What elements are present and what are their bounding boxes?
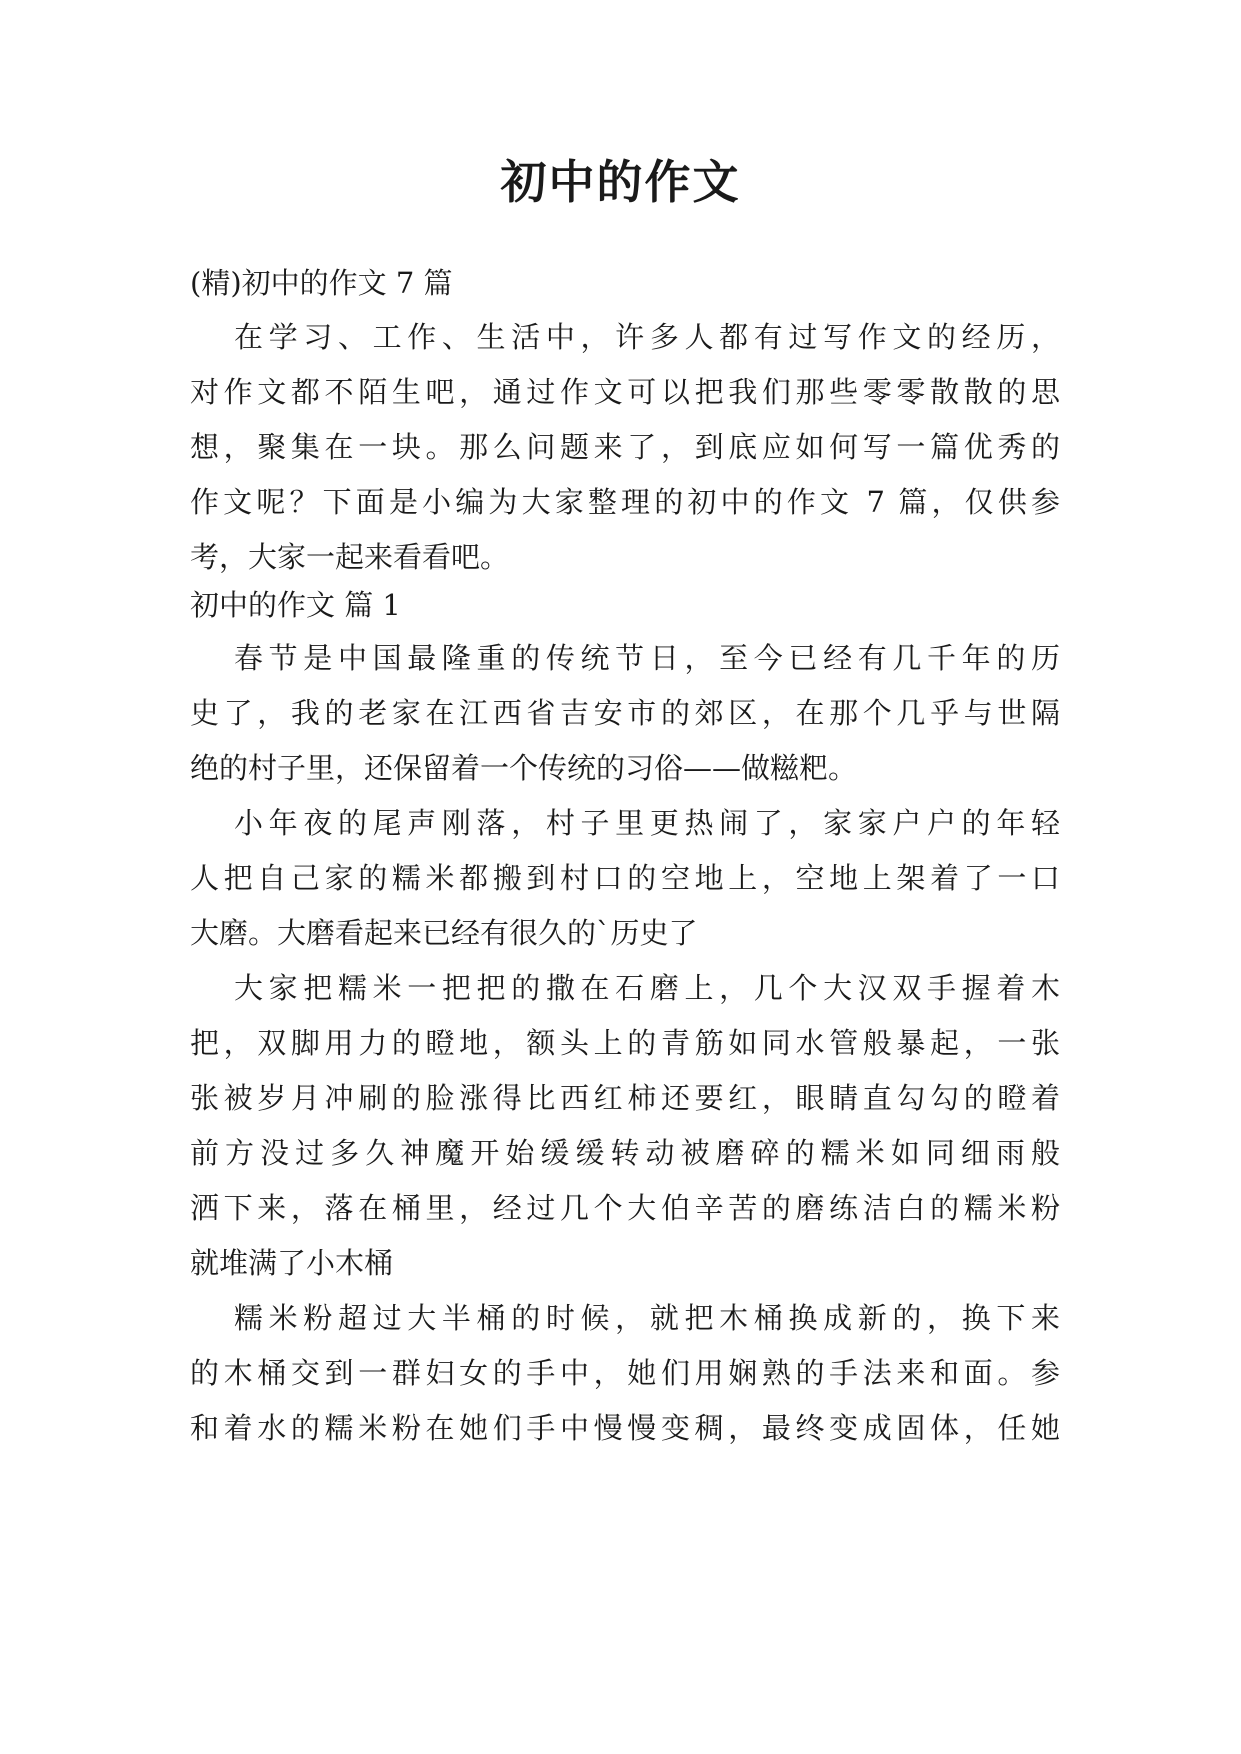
paragraph-line: 春节是中国最隆重的传统节日，至今已经有几千年的历 bbox=[234, 641, 1060, 675]
paragraph-line: 洒下来，落在桶里，经过几个大伯辛苦的磨练洁白的糯米粉 bbox=[190, 1191, 1060, 1225]
section-heading: 初中的作文 篇 1 bbox=[190, 588, 401, 622]
paragraph-line: 在学习、工作、生活中，许多人都有过写作文的经历， bbox=[234, 320, 1060, 354]
paragraph-line: 史了，我的老家在江西省吉安市的郊区，在那个几乎与世隔 bbox=[190, 696, 1060, 730]
paragraph-line: 把，双脚用力的瞪地，额头上的青筋如同水管般暴起，一张 bbox=[190, 1026, 1060, 1060]
paragraph-line: 想，聚集在一块。那么问题来了，到底应如何写一篇优秀的 bbox=[190, 430, 1060, 464]
paragraph-line: 作文呢？下面是小编为大家整理的初中的作文 7 篇，仅供参 bbox=[190, 485, 1060, 519]
paragraph-line: 小年夜的尾声刚落，村子里更热闹了，家家户户的年轻 bbox=[234, 806, 1060, 840]
paragraph-line: 对作文都不陌生吧，通过作文可以把我们那些零零散散的思 bbox=[190, 375, 1060, 409]
paragraph-line: 绝的村子里，还保留着一个传统的习俗——做糍粑。 bbox=[190, 751, 858, 785]
paragraph-line: 糯米粉超过大半桶的时候，就把木桶换成新的，换下来 bbox=[234, 1301, 1060, 1335]
paragraph-line: 大家把糯米一把把的撒在石磨上，几个大汉双手握着木 bbox=[234, 971, 1060, 1005]
paragraph-line: 的木桶交到一群妇女的手中，她们用娴熟的手法来和面。参 bbox=[190, 1356, 1060, 1390]
paragraph-line: 张被岁月冲刷的脸涨得比西红柿还要红，眼睛直勾勾的瞪着 bbox=[190, 1081, 1060, 1115]
paragraph-line: 人把自己家的糯米都搬到村口的空地上，空地上架着了一口 bbox=[190, 861, 1060, 895]
document-title: 初中的作文 bbox=[500, 155, 741, 209]
document-subtitle: (精)初中的作文 7 篇 bbox=[190, 266, 453, 300]
paragraph-line: 就堆满了小木桶 bbox=[190, 1246, 394, 1280]
paragraph-line: 前方没过多久神魔开始缓缓转动被磨碎的糯米如同细雨般 bbox=[190, 1136, 1060, 1170]
paragraph-line: 大磨。大磨看起来已经有很久的`历史了 bbox=[190, 916, 698, 950]
paragraph-line: 考，大家一起来看看吧。 bbox=[190, 540, 510, 574]
paragraph-line: 和着水的糯米粉在她们手中慢慢变稠，最终变成固体，任她 bbox=[190, 1411, 1060, 1445]
